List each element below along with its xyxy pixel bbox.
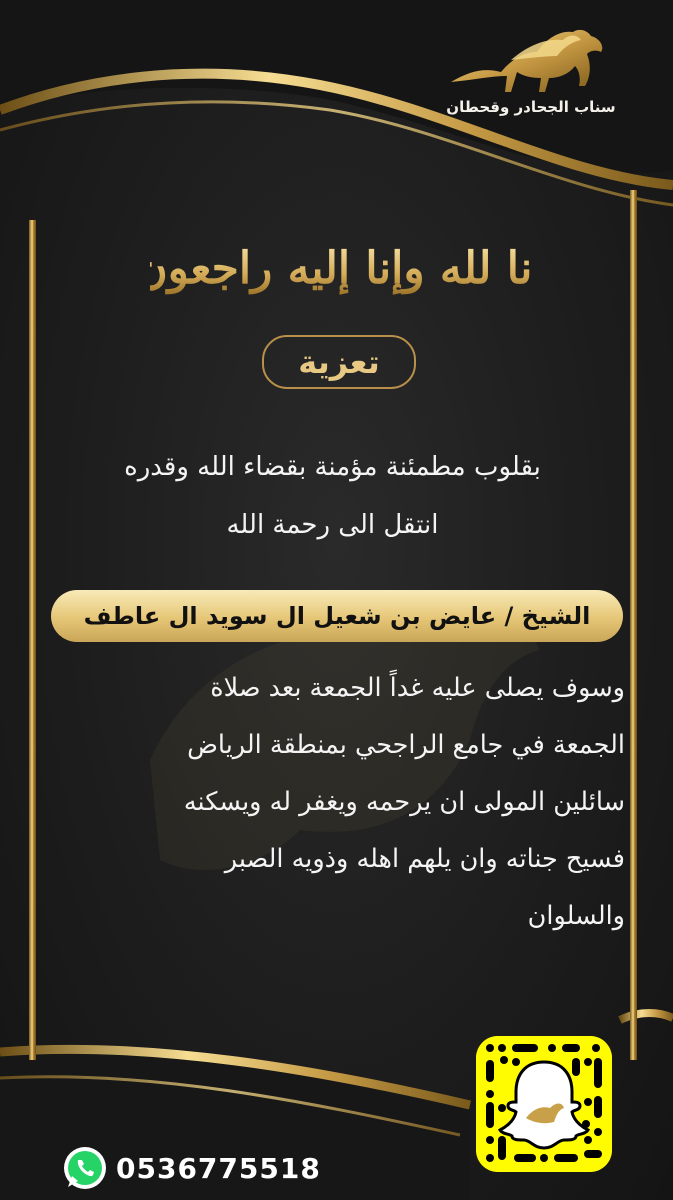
- snapcode[interactable]: [476, 1036, 612, 1172]
- deceased-name-banner: [51, 590, 623, 642]
- horses-logo-icon: [441, 20, 621, 100]
- verse-calligraphy: [150, 215, 530, 315]
- whatsapp-icon: [60, 1143, 110, 1193]
- prayer-text: [40, 660, 625, 945]
- intro-line-1: بقلوب مطمئنة مؤمنة بقضاء الله وقدره: [124, 452, 541, 482]
- prayer-line-1: وسوف يصلى عليه غداً الجمعة بعد صلاة: [210, 673, 625, 703]
- intro-line-2: انتقل الى رحمة الله: [226, 510, 439, 540]
- intro-text: [40, 438, 625, 554]
- left-gold-bar: [29, 220, 36, 1060]
- deceased-name: الشيخ / عايض بن شعيل ال سويد ال عاطف: [83, 602, 591, 630]
- prayer-line-3: سائلين المولى ان يرحمه ويغفر له ويسكنه: [183, 787, 625, 817]
- right-gold-bar: [630, 190, 637, 1060]
- brand-name: سناب الجحادر وقحطان: [446, 98, 616, 116]
- prayer-line-4: فسيح جناته وان يلهم اهله وذويه الصبر: [224, 844, 625, 874]
- contact-row[interactable]: [60, 1140, 321, 1196]
- verse-text: إنا لله وإنا إليه راجعون: [150, 243, 530, 294]
- prayer-line-5: والسلوان: [527, 901, 625, 931]
- brand-logo: [441, 20, 621, 120]
- prayer-line-2: الجمعة في جامع الراجحي بمنطقة الرياض: [187, 730, 625, 760]
- condolence-badge: تعزية: [262, 335, 416, 389]
- snapcode-icon: [476, 1036, 612, 1172]
- phone-number[interactable]: 0536775518: [116, 1151, 321, 1185]
